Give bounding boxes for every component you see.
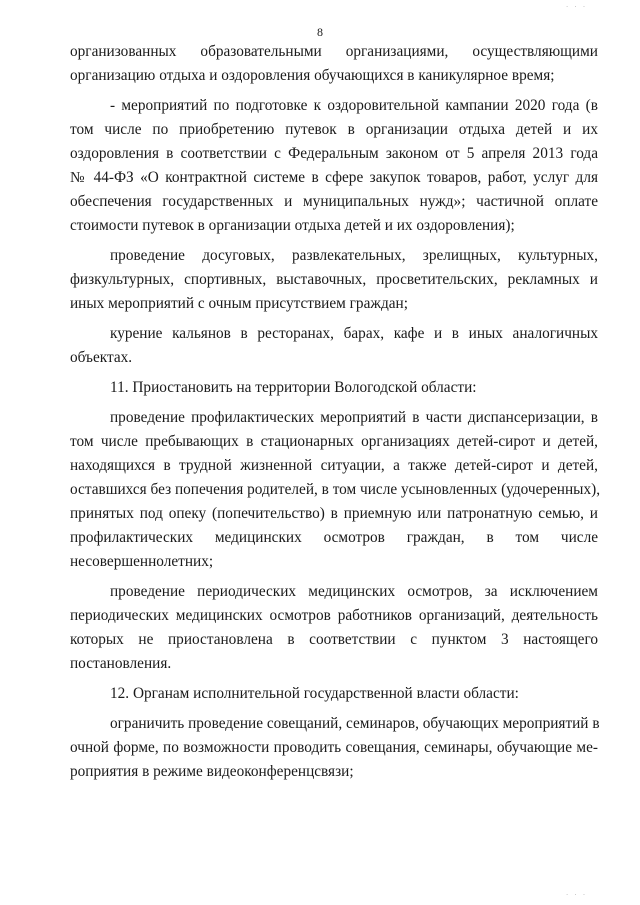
paragraph-p4 bbox=[70, 322, 598, 370]
text-line: курение кальянов в ресторанах, барах, кафе и в иных аналогичных bbox=[110, 325, 598, 342]
paragraph-p2 bbox=[70, 94, 598, 238]
paragraph-p5 bbox=[70, 376, 598, 400]
text-line: объектах. bbox=[70, 349, 133, 366]
text-line: проведение досуговых, развлекательных, зрелищных, культурных, bbox=[110, 247, 598, 264]
text-line: проведение профилактических мероприятий в части диспансеризации, в bbox=[110, 409, 598, 426]
page-number: 8 bbox=[317, 25, 323, 39]
text-line: очной форме, по возможности проводить совещания, семинары, обучающие ме- bbox=[70, 739, 598, 756]
text-line: - мероприятий по подготовке к оздоровительной кампании 2020 года (в bbox=[110, 97, 598, 114]
text-line: роприятия в режиме видеоконференцсвязи; bbox=[70, 763, 354, 780]
text-line: профилактических медицинских осмотров граждан, в том числе bbox=[70, 529, 598, 546]
text-line: постановления. bbox=[70, 655, 172, 672]
text-line: принятых под опеку (попечительство) в приемную или патронатную семью, и bbox=[70, 505, 598, 522]
text-line: оздоровления в соответствии с Федеральным законом от 5 апреля 2013 года bbox=[70, 145, 598, 162]
text-line: обеспечения государственных и муниципальных нужд»; частичной оплате bbox=[70, 193, 598, 210]
text-line: № 44-ФЗ «О контрактной системе в сфере закупок товаров, работ, услуг для bbox=[70, 169, 598, 186]
text-line: организацию отдыха и оздоровления обучающихся в каникулярное время; bbox=[70, 67, 555, 84]
text-line: том числе пребывающих в стационарных организациях детей-сирот и детей, bbox=[70, 433, 598, 450]
paragraph-p3 bbox=[70, 244, 598, 316]
text-line: проведение периодических медицинских осмотров, за исключением bbox=[110, 583, 598, 600]
text-line: находящихся в трудной жизненной ситуации, а также детей-сирот и детей, bbox=[70, 457, 598, 474]
text-line: которых не приостановлена в соответствии с пунктом 3 настоящего bbox=[70, 631, 598, 648]
document-body bbox=[70, 40, 601, 784]
scan-corner-mark: · · · bbox=[566, 3, 588, 11]
text-line: иных мероприятий с очным присутствием граждан; bbox=[70, 295, 408, 312]
paragraph-p1 bbox=[70, 40, 598, 88]
text-line: несовершеннолетних; bbox=[70, 553, 214, 570]
text-line: физкультурных, спортивных, выставочных, просветительских, рекламных и bbox=[70, 271, 598, 288]
paragraph-p8 bbox=[70, 682, 598, 706]
text-line: ограничить проведение совещаний, семинаров, обучающих мероприятий в bbox=[110, 715, 600, 732]
text-line: 12. Органам исполнительной государственной власти области: bbox=[110, 685, 519, 702]
paragraph-p9 bbox=[70, 712, 598, 784]
paragraph-p6 bbox=[70, 406, 601, 574]
text-line: том числе по приобретению путевок в организации отдыха детей и их bbox=[70, 121, 598, 138]
text-line: организованных образовательными организациями, осуществляющими bbox=[70, 43, 598, 60]
text-line: 11. Приостановить на территории Вологодской области: bbox=[110, 379, 477, 396]
text-line: стоимости путевок в организации отдыха детей и их оздоровления); bbox=[70, 217, 515, 234]
text-line: периодических медицинских осмотров работников организаций, деятельность bbox=[70, 607, 598, 624]
text-line: оставшихся без попечения родителей, в том числе усыновленных (удочеренных), bbox=[70, 481, 601, 498]
paragraph-p7 bbox=[70, 580, 598, 676]
scan-corner-mark: · · · bbox=[566, 891, 588, 899]
